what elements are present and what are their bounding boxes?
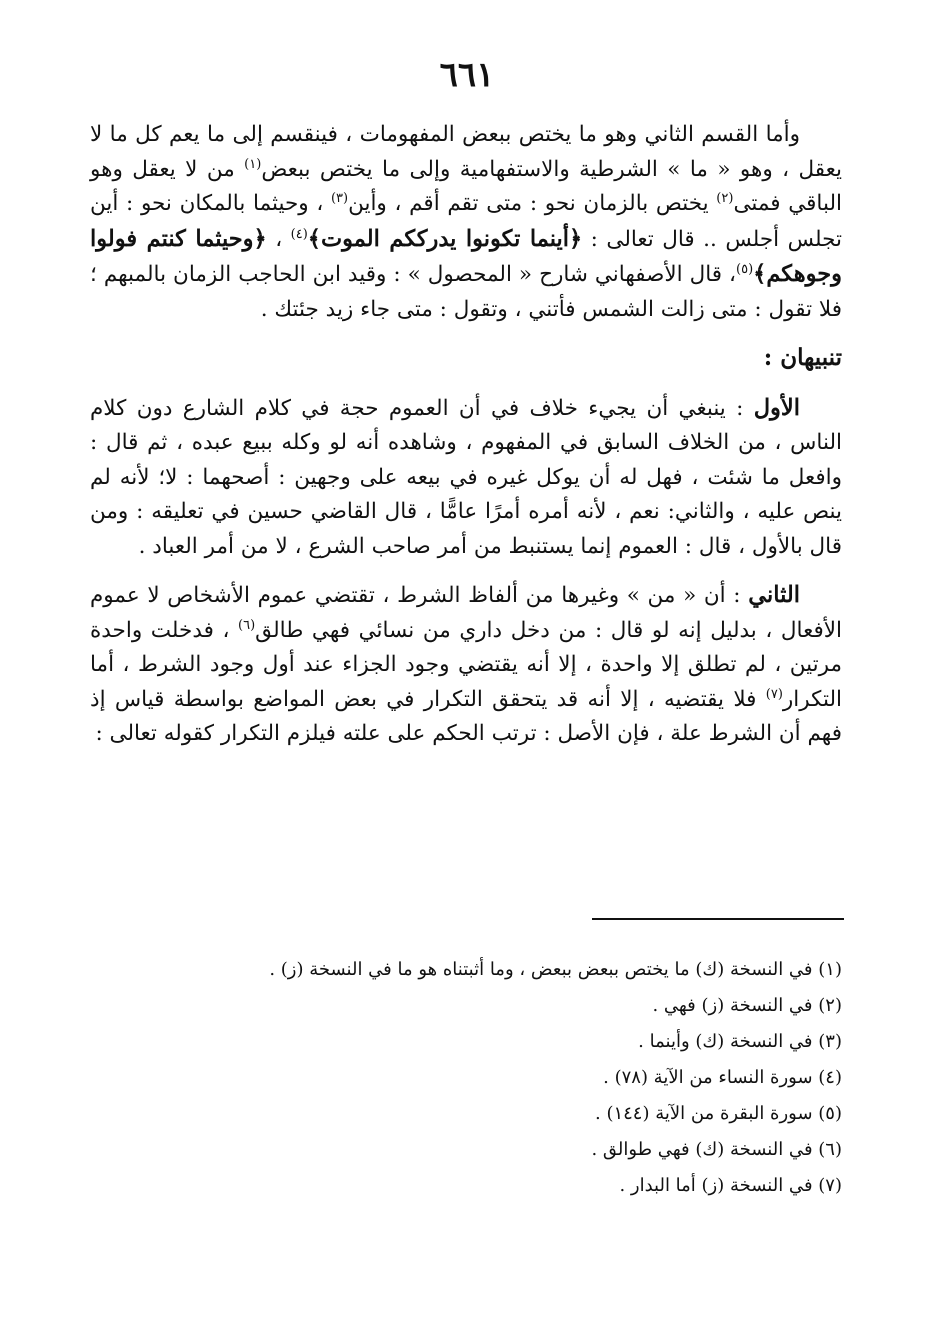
page-number: ٦٦١ <box>439 55 495 95</box>
main-text <box>90 118 842 752</box>
footnote-reference: (٦) <box>238 617 256 633</box>
bold-text: ﴿وحيثما كنتم فولوا وجوهكم﴾ <box>90 225 842 287</box>
footnote-6: (٦) في النسخة (ك) فهي طوالق . <box>591 1139 842 1160</box>
footnote-reference: (٤) <box>290 226 308 242</box>
heading-text: تنبيهان : <box>763 344 842 371</box>
bold-text: الأول <box>753 394 800 421</box>
footnote-1: (١) في النسخة (ك) ما يختص ببعض ببعض ، وما أثبتناه هو ما في النسخة (ز) . <box>269 959 842 980</box>
footnote-reference: (١) <box>244 156 262 172</box>
paragraph-second-note: الثاني : أن « من » وغيرها من ألفاظ الشرط ، تقتضي عموم الأشخاص لا عموم الأفعال ، بدليل إنه لو قال : من دخل داري من نسائي فهي طالق$^{(٦)}$ ، فدخلت واحدة مرتين ، لم تطلق إلا واحدة ، إلا أنه يقتضي وجود الجزاء عند أول وجود الشرط ، أما التكرار$^{(٧)}$ فلا يقتضيه ، إلا أنه قد يتحقق التكرار في بعض المواضع بواسطة قياس إذ فهم أن الشرط علة ، فإن الأصل : ترتب الحكم على علته فيلزم التكرار كقوله تعالى : <box>90 582 842 746</box>
footnote-7: (٧) في النسخة (ز) أما البدار . <box>619 1175 842 1196</box>
footnote-reference: (٣) <box>330 191 349 206</box>
footnote-reference: (٧) <box>765 686 783 702</box>
footnote-reference: (٢) <box>716 191 734 206</box>
footnote-separator <box>592 918 844 920</box>
bold-text: ﴿أينما تكونوا يدرككم الموت﴾ <box>307 225 583 252</box>
footnote-4: (٤) سورة النساء من الآية (٧٨) . <box>603 1067 842 1088</box>
section-heading-two-notes <box>90 341 842 377</box>
footnote-2: (٢) في النسخة (ز) فهي . <box>652 995 842 1016</box>
footnotes-list <box>90 952 842 1204</box>
paragraph-conditional-particles: وأما القسم الثاني وهو ما يختص ببعض المفهومات ، فينقسم إلى ما يعم كل ما لا يعقل ، وهو « ما » الشرطية والاستفهامية وإلى ما يختص ببعض$^{(١)}$ من لا يعقل وهو الباقي فمتى$^{(٢)}$ يختص بالزمان نحو : متى تقم أقم ، وأين$^{(٣)}$ ، وحيثما بالمكان نحو : أين تجلس أجلس .. قال تعالى : ﴿أينما تكونوا يدرككم الموت﴾$^{(٤)}$ ، ﴿وحيثما كنتم فولوا وجوهكم﴾$^{(٥)}$، قال الأصفهاني شارح « المحصول » : وقيد ابن الحاجب الزمان بالمبهم ؛ فلا تقول : متى زالت الشمس فأتني ، وتقول : متى جاء زيد جئتك . <box>90 122 843 322</box>
bold-text: الثاني <box>748 582 800 608</box>
footnote-5: (٥) سورة البقرة من الآية (١٤٤) . <box>595 1103 842 1124</box>
paragraph-first-note: الأول : ينبغي أن يجيء خلاف في أن العموم حجة في كلام الشارع دون كلام الناس ، من الخلاف السابق في المفهوم ، وشاهده أنه لو وكله ببيع عبده ، ثم قال : وافعل ما شئت ، فهل له أن يوكل غيره في بيعه على وجهين : أصحهما : لا؛ لأنه لم ينص عليه ، والثاني: نعم ، لأنه أمره أمرًا عامًّا ، قال القاضي حسين في تعليقه : ومن قال بالأول ، قال : العموم إنما يستنبط من أمر صاحب الشرع ، لا من أمر العباد . <box>90 394 842 559</box>
footnote-3: (٣) في النسخة (ك) وأينما . <box>638 1031 842 1052</box>
footnote-reference: (٥) <box>736 262 754 277</box>
